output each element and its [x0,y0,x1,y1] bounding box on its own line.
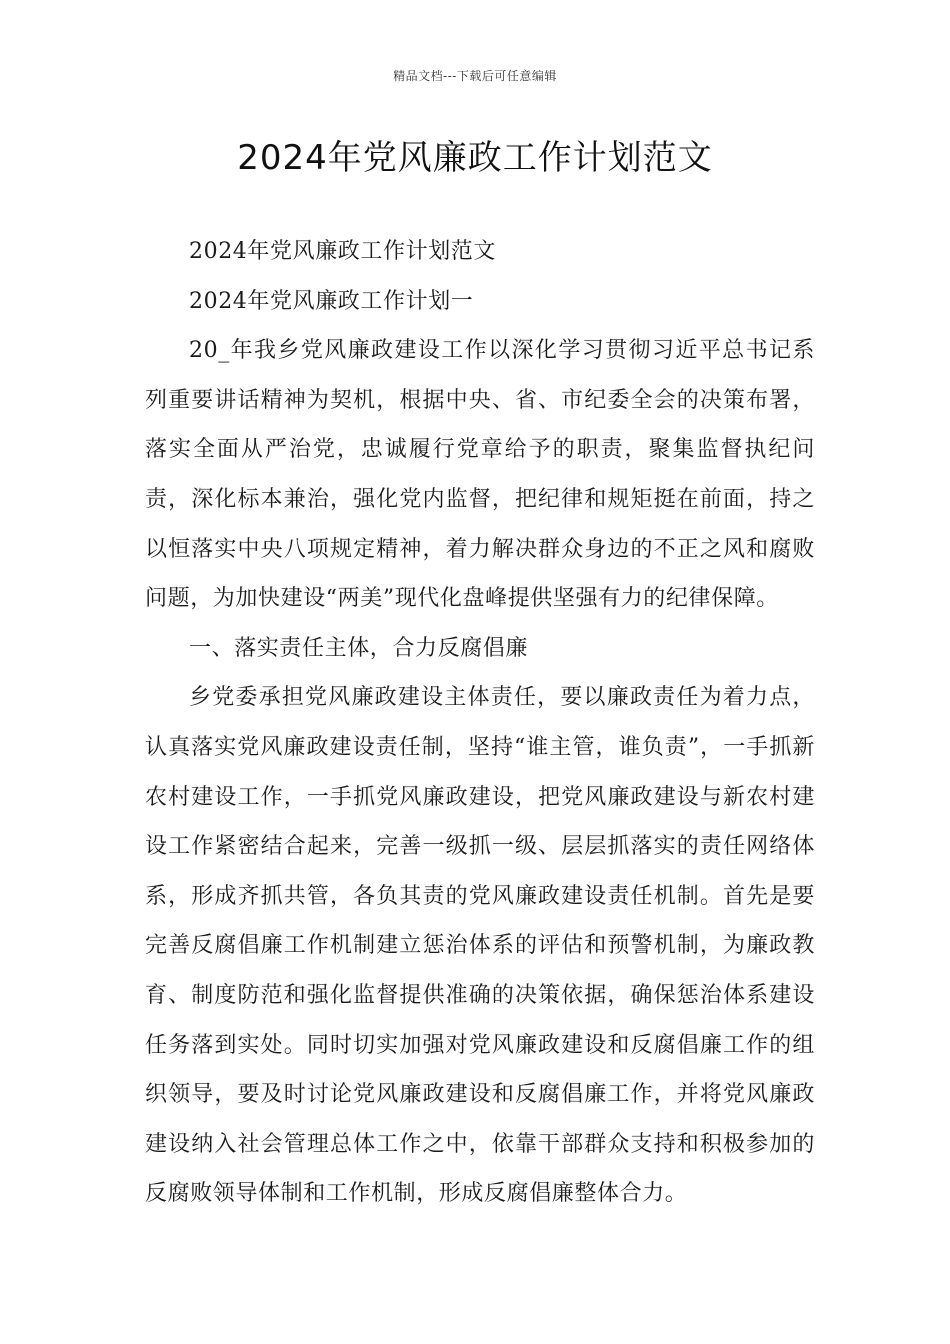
document-body [145,227,815,1219]
document-title: 2024年党风廉政工作计划范文 [237,138,713,178]
paragraph-plan-heading: 2024年党风廉政工作计划一 [189,288,474,314]
paragraph-section-1: 乡党委承担党风廉政建设主体责任，要以廉政责任为着力点，认真落实党风廉政建设责任制，坚持“谁主管，谁负责”，一手抓新农村建设工作，一手抓党风廉政建设，把党风廉政建设与新农村建设工作紧密结合起来，完善一级抓一级、层层抓落实的责任网络体系，形成齐抓共管，各负其责的党风廉政建设责任机制。首先是要完善反腐倡廉工作机制建立惩治体系的评估和预警机制，为廉政教育、制度防范和强化监督提供准确的决策依据，确保惩治体系建设任务落到实处。同时切实加强对党风廉政建设和反腐倡廉工作的组织领导，要及时讨论党风廉政建设和反腐倡廉工作，并将党风廉政建设纳入社会管理总体工作之中，依靠干部群众支持和积极参加的反腐败领导体制和工作机制，形成反腐倡廉整体合力。 [145,685,815,1207]
header-note: 精品文档---下载后可任意编辑 [393,69,557,83]
paragraph-intro: 20_年我乡党风廉政建设工作以深化学习贯彻习近平总书记系列重要讲话精神为契机，根据中央、省、市纪委全会的决策布署，落实全面从严治党，忠诚履行党章给予的职责，聚集监督执纪问责，深化标本兼治，强化党内监督，把纪律和规矩挺在前面，持之以恒落实中央八项规定精神，着力解决群众身边的不正之风和腐败问题，为加快建设“两美”现代化盘峰提供坚强有力的纪律保障。 [145,338,815,612]
paragraph-subtitle: 2024年党风廉政工作计划范文 [189,239,496,264]
section-heading-1: 一、落实责任主体，合力反腐倡廉 [189,635,529,661]
